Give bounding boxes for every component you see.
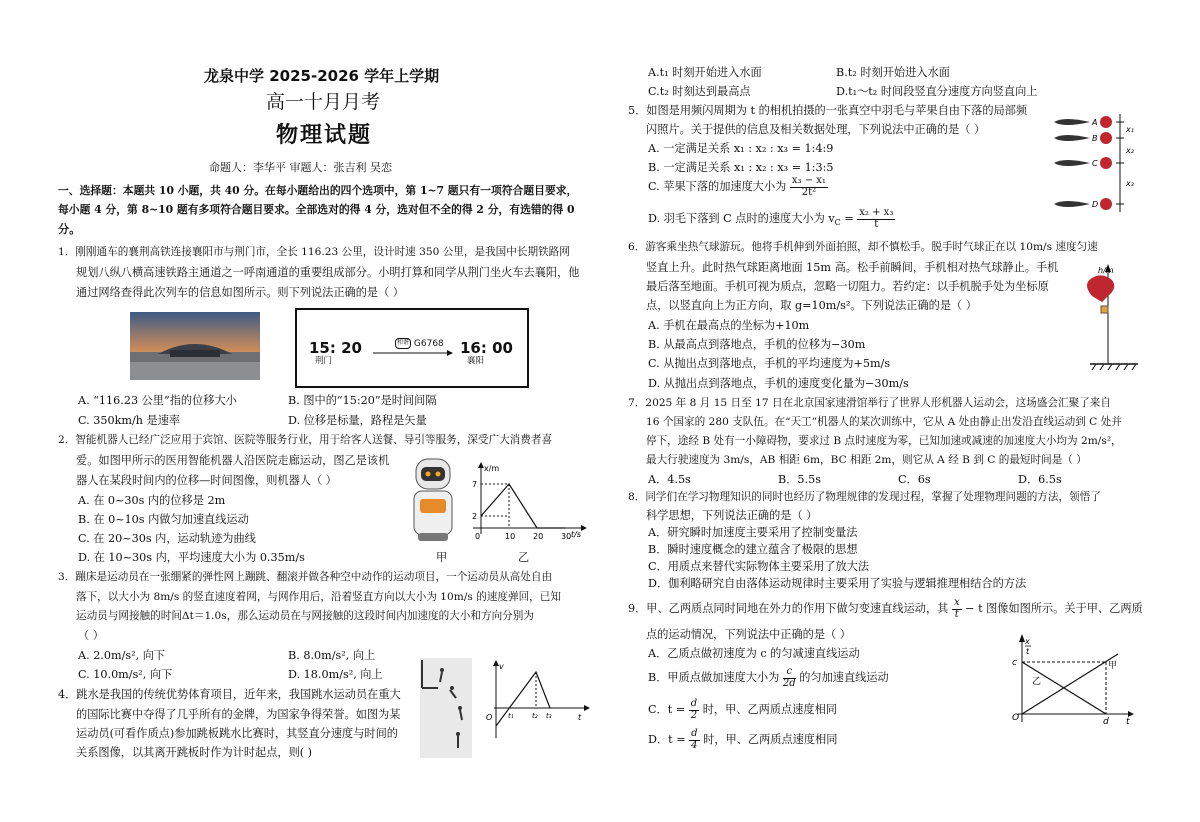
q5-label-x2: x₂ xyxy=(1126,146,1134,155)
q9-c-den: 2 xyxy=(690,709,698,721)
q9-c-num: d xyxy=(690,698,698,709)
q9-d-den: 4 xyxy=(691,739,698,751)
q4-option-c: C.t₂ 时刻达到最高点 xyxy=(648,85,751,98)
q4-vt-graph xyxy=(482,660,592,740)
diver-illustration xyxy=(420,658,472,758)
q2-graph-xtick-0: 0 xyxy=(475,532,481,541)
q5-option-d-sub: C xyxy=(834,218,841,228)
q9-option-b-pre: B．甲质点做加速度大小为 xyxy=(648,671,780,684)
q7-line3: 停下，途经 B 处有一小障碍物，要求过 B 点时速度为零，已知加速或减速的加速度大小均为 2m/s²， xyxy=(646,435,1122,447)
q3-line2: 落下，以大小为 8m/s 的竖直速度着网，与网作用后，沿着竖直方向以大小为 10m/s 的速度弹回，已知 xyxy=(76,591,561,603)
q2-option-a: A. 在 0~30s 内的位移是 2m xyxy=(78,494,226,507)
q6-balloon-figure xyxy=(1078,262,1150,378)
q5-label-c: C xyxy=(1092,159,1098,168)
q9-option-d-fraction xyxy=(689,729,699,751)
q4-option-d: D.t₁～t₂ 时间段竖直分速度方向竖直向上 xyxy=(836,85,1038,98)
q5-label-a: A xyxy=(1092,118,1098,127)
q7-line4: 最大行驶速度为 3m/s，AB 相距 6m，BC 相距 2m，则它从 A 经 B 到 C 的最短时间是（ ） xyxy=(646,454,1087,466)
q7-option-c: C．6s xyxy=(898,473,931,486)
q6-line4: 点，以竖直向上为正方向，取 g=10m/s²。下列说法正确的是（ ） xyxy=(646,299,977,312)
q9-graph-yi: 乙 xyxy=(1032,677,1042,687)
q5-label-x3: x₃ xyxy=(1126,179,1134,188)
q5-option-d-text: D. 羽毛下落到 C 点时的速度大小为 v xyxy=(648,212,835,225)
q2-graph-xtick-10: 10 xyxy=(505,532,516,541)
q9-option-d-post: 时，甲、乙两质点速度相同 xyxy=(703,733,838,746)
q5-line1: 5．如图是用频闪周期为 t 的相机拍摄的一张真空中羽毛与苹果自由下落的局部频 xyxy=(628,104,1028,117)
q4-graph-t1: t₁ xyxy=(508,712,514,720)
train-badge-icon: 和谐 xyxy=(395,338,411,348)
q9-option-d xyxy=(648,729,837,751)
q9-graph-y-den: t xyxy=(1026,647,1030,656)
q5-strobe-figure xyxy=(1036,108,1148,220)
q9-line1-pre: 9．甲、乙两质点同时同地在外力的作用下做匀变速直线运动，其 xyxy=(628,602,949,615)
q5-label-x1: x₁ xyxy=(1126,125,1134,134)
ticket-departure-station: 荆门 xyxy=(315,356,333,366)
q2-line3: 器人在某段时间内的位移—时间图像，则机器人（ ） xyxy=(76,474,337,487)
q3-line4: （ ） xyxy=(78,629,104,642)
q1-option-c: C. 350km/h 是速率 xyxy=(78,414,181,427)
q5-option-c-text: C. 苹果下落的加速度大小为 xyxy=(648,180,787,193)
q4-graph-xlabel: t xyxy=(578,713,582,722)
q5-option-d xyxy=(648,208,895,230)
q6-option-b: B. 从最高点到落地点，手机的位移为−30m xyxy=(648,338,866,351)
q9-graph-o: O xyxy=(1012,713,1020,723)
q9-line2: 点的运动情况，下列说法中正确的是（ ） xyxy=(646,628,851,641)
q2-xt-graph xyxy=(463,462,588,542)
q6-axis-label: h/m xyxy=(1098,266,1114,275)
q4-graph-ylabel: v xyxy=(499,662,504,671)
q7-line1: 7．2025 年 8 月 15 日至 17 日在北京国家速滑馆举行了世界人形机器人运动会，这场盛会汇聚了来自 xyxy=(628,397,1111,409)
q4-line4: 关系图像，以其离开跳板时作为计时起点，则( ) xyxy=(76,746,313,759)
q7-line2: 16 个国家的 280 支队伍。在“天工”机器人的某次训练中，它从 A 处由静止出发沿直线运动到 C 处并 xyxy=(646,416,1122,428)
q1-line1: 1．刚刚通车的襄荆高铁连接襄阳市与荆门市，全长 116.23 公里，设计时速 350 公里，是我国中长期铁路网 xyxy=(58,246,570,258)
q5-label-d: D xyxy=(1092,200,1099,209)
q2-fig-b-label: 乙 xyxy=(518,551,530,564)
q2-option-c: C. 在 20~30s 内，运动轨迹为曲线 xyxy=(78,532,256,545)
q9-option-d-pre: D．t = xyxy=(648,733,686,746)
q9-graph-d: d xyxy=(1103,717,1109,727)
q9-d-num: d xyxy=(691,728,698,739)
q5-option-b: B. 一定满足关系 x₁ : x₂ : x₃ = 1:3:5 xyxy=(648,161,834,174)
q8-option-a: A．研究瞬时加速度主要采用了控制变量法 xyxy=(648,526,858,539)
q3-option-d: D. 18.0m/s², 向上 xyxy=(288,668,383,681)
q5-label-b: B xyxy=(1092,134,1098,143)
q3-line3: 运动员与网接触的时间Δt＝1.0s，那么运动员在与网接触的这段时间内加速度的大小和方向分别为 xyxy=(76,610,534,622)
q9-option-a: A．乙质点做初速度为 c 的匀减速直线运动 xyxy=(648,647,860,660)
q7-option-b: B．5.5s xyxy=(778,473,821,486)
q1-option-a: A. “116.23 公里”指的位移大小 xyxy=(78,394,237,407)
q6-option-c: C. 从抛出点到落地点，手机的平均速度为+5m/s xyxy=(648,357,891,370)
q8-option-d: D．伽利略研究自由落体运动规律时主要采用了实验与逻辑推理相结合的方法 xyxy=(648,577,1027,590)
q1-line2: 规划八纵八横高速铁路主通道之一呼南通道的重要组成部分。小明打算和同学从荆门坐火车去襄阳，他 xyxy=(76,266,580,279)
q2-graph-xtick-20: 20 xyxy=(533,532,544,541)
q1-line3: 通过网络查得此次列车的信息如图所示。则下列说法正确的是（ ） xyxy=(76,286,404,299)
q5-c-den: 2t² xyxy=(801,186,817,198)
q8-option-c: C．用质点来替代实际物体主要采用了放大法 xyxy=(648,560,870,573)
q1-option-b: B. 图中的“15:20”是时间间隔 xyxy=(288,394,437,407)
section1-line3: 分。 xyxy=(58,222,81,236)
q9-option-c-fraction xyxy=(689,699,699,721)
section1-line1: 一、选择题：本题共 10 小题，共 40 分。在每小题给出的四个选项中，第 1~7 题只有一项符合题目要求， xyxy=(58,184,578,197)
q9-option-c-post: 时，甲、乙两质点速度相同 xyxy=(702,703,837,716)
q1-option-d: D. 位移是标量，路程是矢量 xyxy=(288,414,427,427)
q9-graph-t: t xyxy=(1126,717,1130,727)
q2-line1: 2．智能机器人已经广泛应用于宾馆、医院等服务行业，用于给客人送餐、导引等服务，深受广大消费者喜 xyxy=(58,434,553,446)
q4-graph-origin: O xyxy=(486,713,493,722)
q4-option-b: B.t₂ 时刻开始进入水面 xyxy=(836,66,950,79)
station-photo xyxy=(130,312,260,380)
q2-graph-ytick-7: 7 xyxy=(472,480,478,489)
q4-option-a: A.t₁ 时刻开始进入水面 xyxy=(648,66,762,79)
q2-graph-ytick-2: 2 xyxy=(472,512,478,521)
q5-option-d-eq: = xyxy=(840,212,858,225)
q2-option-b: B. 在 0~10s 内做匀加速直线运动 xyxy=(78,513,249,526)
q5-d-num: x₂ + x₃ xyxy=(859,207,894,218)
q5-option-d-fraction xyxy=(857,208,895,230)
q9-option-b-post: 的匀加速直线运动 xyxy=(799,671,889,684)
q9-b-den: 2d xyxy=(782,677,796,689)
q4-line1: 4．跳水是我国的传统优势体育项目，近年来，我国跳水运动员在重大 xyxy=(58,688,401,701)
q8-option-b: B．瞬时速度概念的建立蕴含了极限的思想 xyxy=(648,543,858,556)
q4-graph-t3: t₃ xyxy=(546,712,552,720)
exam-title: 高一十月月考 xyxy=(266,91,381,113)
q5-c-num: x₃ − x₁ xyxy=(791,175,826,186)
ticket-train-number: G6768 xyxy=(413,339,444,349)
q9-frac-num: x xyxy=(953,597,960,608)
q9-graph xyxy=(1008,632,1138,728)
q9-graph-c: c xyxy=(1012,658,1017,668)
q4-line2: 的国际比赛中夺得了几乎所有的金牌，为国家争得荣誉。如图为某 xyxy=(76,708,401,721)
q9-option-b-fraction xyxy=(783,667,796,689)
robot-illustration xyxy=(410,455,458,545)
q2-fig-a-label: 甲 xyxy=(436,551,448,564)
train-ticket xyxy=(295,308,529,388)
q3-option-c: C. 10.0m/s², 向下 xyxy=(78,668,173,681)
section1-line2: 每小题 4 分，第 8~10 题有多项符合题目要求。全部选对的得 4 分，选对但不全的得 2 分，有选错的得 0 xyxy=(58,203,575,216)
q9-b-num: c xyxy=(783,667,796,679)
q3-option-a: A. 2.0m/s², 向下 xyxy=(78,649,166,662)
q9-option-c-pre: C．t = xyxy=(648,703,686,716)
q8-line1: 8．同学们在学习物理知识的同时也经历了物理规律的发现过程，掌握了处理物理问题的方法，领悟了 xyxy=(628,491,1101,503)
q7-option-a: A．4.5s xyxy=(648,473,691,486)
q9-line1 xyxy=(628,598,1143,620)
q4-line3: 运动员(可看作质点)参加跳板跳水比赛时，其竖直分速度与时间的 xyxy=(76,727,398,740)
q6-option-a: A. 手机在最高点的坐标为+10m xyxy=(648,319,810,332)
subject-title: 物理试题 xyxy=(276,123,373,148)
q2-option-d: D. 在 10~30s 内，平均速度大小为 0.35m/s xyxy=(78,551,305,564)
ticket-arrival-time: 16: 00 xyxy=(460,339,513,357)
q7-option-d: D．6.5s xyxy=(1018,473,1062,486)
ticket-arrival-station: 襄阳 xyxy=(467,356,485,366)
q3-line1: 3．蹦床是运动员在一张绷紧的弹性网上蹦跳、翻滚并做各种空中动作的运动项目，一个运动员从高处自由 xyxy=(58,571,553,583)
q2-graph-xlabel: t/s xyxy=(571,530,581,539)
ticket-departure-time: 15: 20 xyxy=(309,339,362,357)
q9-option-c xyxy=(648,699,837,721)
q8-line2: 科学思想，下列说法正确的是（ ） xyxy=(646,509,818,522)
q9-line1-fraction xyxy=(952,598,962,620)
q3-option-b: B. 8.0m/s², 向上 xyxy=(288,649,376,662)
q5-line2: 闪照片。关于提供的信息及相关数据处理，下列说法中正确的是（ ） xyxy=(646,123,986,136)
q9-option-b xyxy=(648,667,889,689)
arrow-icon xyxy=(373,349,453,357)
q6-line1: 6．游客乘坐热气球游玩。他将手机伸到外面拍照，却不慎松手。脱手时气球正在以 10m/s 速度匀速 xyxy=(628,241,1098,253)
authors-line: 命题人：李华平 审题人：张吉利 吴恋 xyxy=(209,161,392,174)
q6-line3: 最后落至地面。手机可视为质点，忽略一切阻力。若约定：以手机脱手处为坐标原 xyxy=(646,280,1049,293)
q9-graph-jia: 甲 xyxy=(1108,661,1118,671)
q9-graph-y-num: x xyxy=(1025,637,1030,646)
q5-d-den: t xyxy=(874,218,879,230)
q9-frac-den: t xyxy=(954,608,959,620)
q6-line2: 竖直上升。此时热气球距离地面 15m 高。松手前瞬间，手机相对热气球静止。手机 xyxy=(646,261,1059,274)
q5-option-c xyxy=(648,176,828,198)
q9-line1-post: − t 图像如图所示。关于甲、乙两质 xyxy=(965,602,1143,615)
q5-option-a: A. 一定满足关系 x₁ : x₂ : x₃ = 1:4:9 xyxy=(648,142,834,155)
q2-line2: 爱。如图甲所示的医用智能机器人沿医院走廊运动，图乙是该机 xyxy=(76,454,390,467)
q2-graph-ylabel: x/m xyxy=(484,464,500,473)
q4-graph-t2: t₂ xyxy=(532,712,538,720)
q5-option-c-fraction xyxy=(790,176,828,198)
school-title: 龙泉中学 2025-2026 学年上学期 xyxy=(204,67,440,85)
q2-graph-xtick-30: 30 xyxy=(561,532,572,541)
q6-option-d: D. 从抛出点到落地点，手机的速度变化量为−30m/s xyxy=(648,377,909,390)
